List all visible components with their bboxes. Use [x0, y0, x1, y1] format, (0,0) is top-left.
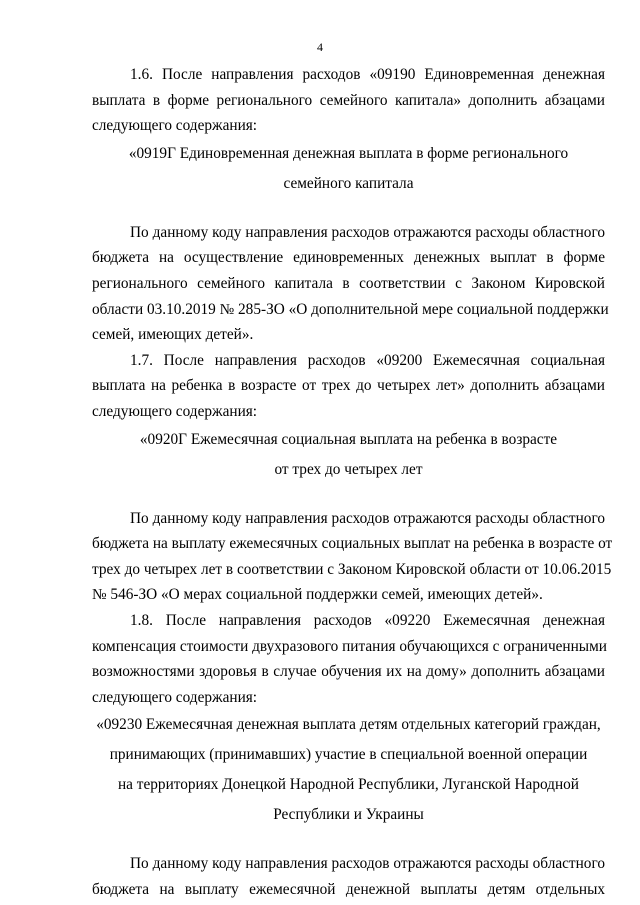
spacer	[92, 199, 605, 220]
text-line: трех до четырех лет в соответствии с Законом Кировской области от 10.06.2015	[92, 560, 612, 578]
spacer	[92, 830, 605, 851]
text-line: выплата на ребенка в возрасте от трех до четырех лет» дополнить абзацами	[92, 377, 605, 395]
heading-line: Республики и Украины	[273, 806, 424, 824]
heading-line: «0920Г Ежемесячная социальная выплата на ребенка в возрасте	[139, 430, 558, 448]
text-line: № 546-ЗО «О мерах социальной поддержки семей, имеющих детей».	[92, 586, 543, 604]
text-line: По данному коду направления расходов отражаются расходы областного	[130, 509, 605, 527]
text-line: семей, имеющих детей».	[92, 326, 254, 344]
text-line: следующего содержания:	[92, 402, 258, 420]
text-line: следующего содержания:	[92, 688, 258, 706]
text-line: области 03.10.2019 № 285-ЗО «О дополнительной мере социальной поддержки	[92, 300, 609, 318]
heading-line: от трех до четырех лет	[274, 460, 423, 478]
text-line: компенсация стоимости двухразового питания обучающихся с ограниченными	[92, 637, 607, 655]
paragraph-0919G-body	[92, 220, 609, 348]
heading-line: на территориях Донецкой Народной Республики, Луганской Народной	[118, 776, 579, 794]
text-line: 1.6. После направления расходов «09190 Единовременная денежная	[130, 66, 605, 83]
paragraph-1-8-intro	[92, 608, 605, 710]
paragraph-1-6-intro	[92, 62, 605, 139]
text-line: 1.7. После направления расходов «09200 Ежемесячная социальная	[130, 351, 605, 369]
heading-09230	[92, 710, 605, 830]
document-body	[92, 62, 613, 902]
paragraph-1-7-intro	[92, 348, 605, 425]
text-line: выплата в форме регионального семейного капитала» дополнить абзацами	[92, 91, 605, 109]
heading-0919G	[92, 139, 605, 199]
text-line: регионального семейного капитала в соответствии с Законом Кировской	[92, 274, 605, 292]
text-line: 1.8. После направления расходов «09220 Ежемесячная денежная	[130, 611, 605, 629]
text-line: бюджета на осуществление единовременных денежных выплат в форме	[92, 249, 605, 267]
text-line: По данному коду направления расходов отражаются расходы областного	[130, 223, 605, 241]
text-line: бюджета на выплату ежемесячных социальных выплат на ребенка в возрасте от	[92, 535, 613, 553]
page-number: 4	[317, 40, 323, 54]
text-line: По данному коду направления расходов отражаются расходы областного	[130, 855, 605, 873]
heading-line: «0919Г Единовременная денежная выплата в форме регионального	[128, 144, 569, 162]
paragraph-09230-body	[92, 851, 605, 902]
heading-line: семейного капитала	[283, 174, 414, 192]
text-line: следующего содержания:	[92, 117, 258, 135]
heading-line: принимающих (принимавших) участие в специальной военной операции	[109, 746, 588, 764]
text-line: бюджета на выплату ежемесячной денежной выплаты детям отдельных	[92, 880, 605, 898]
heading-0920G	[92, 425, 605, 485]
text-line: возможностями здоровья в случае обучения их на дому» дополнить абзацами	[92, 663, 605, 681]
paragraph-0920G-body	[92, 506, 613, 608]
spacer	[92, 485, 605, 506]
heading-line: «09230 Ежемесячная денежная выплата детям отдельных категорий граждан,	[96, 716, 601, 734]
